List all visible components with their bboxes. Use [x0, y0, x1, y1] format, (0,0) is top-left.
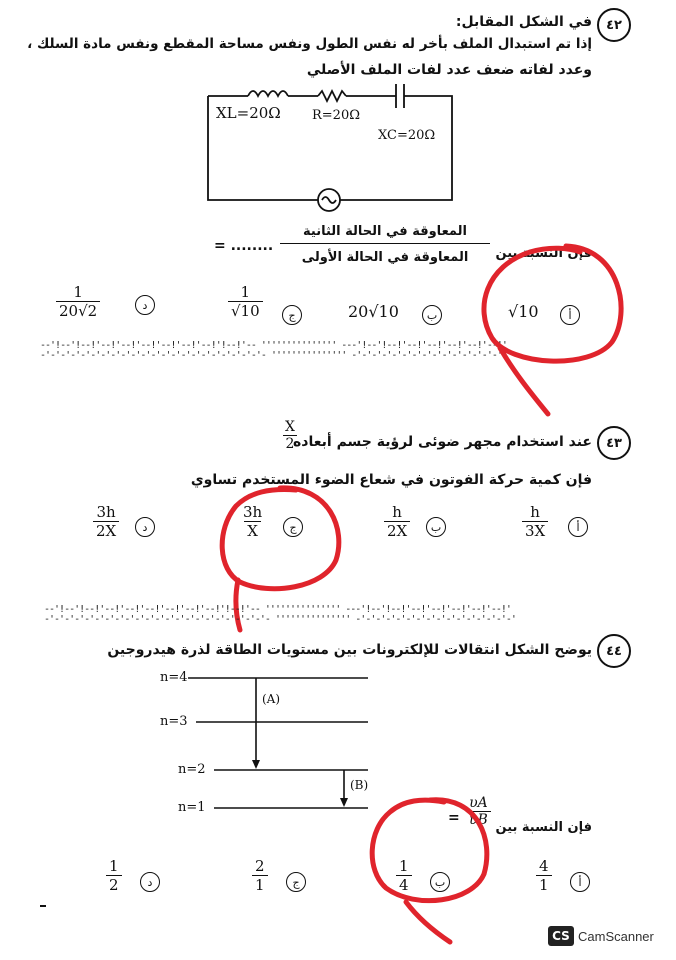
q44-option-c-value[interactable]: [252, 858, 268, 893]
q44-option-a-num: 4: [539, 857, 549, 875]
q44-option-d-den: 2: [106, 875, 122, 894]
level-label-n2: n=2: [178, 762, 206, 777]
q43-option-a-marker[interactable]: أ: [568, 517, 588, 537]
q44-option-d-marker[interactable]: د: [140, 872, 160, 892]
level-label-n3: n=3: [160, 714, 188, 729]
separator-2-top: --'!--'!--!'--!'--!'--!'--!'--!'--!'!--!'-- ''''''''''''''' ---'!--'!--!'--!'--!'--!'--!'--!': [44, 604, 511, 615]
q43-option-d-marker[interactable]: د: [135, 517, 155, 537]
resistor-icon: [318, 91, 346, 101]
q43-option-d-value[interactable]: [93, 504, 119, 539]
edge-mark: [40, 905, 46, 907]
transition-a-label: (A): [262, 692, 281, 706]
q43-option-c-marker[interactable]: ج: [283, 517, 303, 537]
q43-line1: عند استخدام مجهر ضوئى لرؤية جسم أبعاده: [293, 434, 592, 450]
q43-option-a-den: 3X: [522, 521, 548, 540]
q42-option-a-marker[interactable]: أ: [560, 305, 580, 325]
q43-line2: فإن كمية حركة الفوتون في شعاع الضوء المستخدم تساوي: [190, 472, 592, 488]
q44-option-c-den: 1: [252, 875, 268, 894]
red-marker-circle-q44: [360, 790, 510, 950]
capacitive-reactance-label: XC=20Ω: [378, 128, 436, 143]
q43-option-d-num: 3h: [96, 503, 116, 521]
q43-option-a-value[interactable]: [522, 504, 548, 539]
q44-option-b-num: 1: [399, 857, 409, 875]
q43-option-d-den: 2X: [93, 521, 119, 540]
q43-dim-num: X: [285, 419, 295, 435]
q42-ratio-fraction: [280, 224, 490, 265]
question-42-number: ٤٢: [597, 8, 631, 42]
q43-option-a-num: h: [530, 503, 540, 521]
separator-2-bottom: -'-'-'-'-'-'-'-'-'-'-'-'-'-'-'-'-'-'-'-'-'-'- ''''''''''''''' -'-'-'-'-'-'-'-'-'-'-'-'-'-'-'-': [44, 614, 516, 625]
camscanner-name: CamScanner: [578, 929, 654, 944]
q42-option-b-value[interactable]: 20√10: [348, 302, 399, 321]
q42-option-c-num: 1: [240, 283, 251, 301]
q44-option-c-marker[interactable]: ج: [286, 872, 306, 892]
transition-b-label: (B): [350, 778, 369, 792]
q43-dim-den: 2: [283, 435, 298, 452]
question-43-number: ٤٣: [597, 426, 631, 460]
q44-ratio-den: υB: [466, 811, 491, 828]
level-label-n4: n=4: [160, 670, 188, 685]
q42-option-b-marker[interactable]: ب: [422, 305, 442, 325]
q43-option-c-num: 3h: [243, 503, 263, 521]
question-44-number: ٤٤: [597, 634, 631, 668]
q44-ratio-equals: =: [448, 810, 460, 826]
q44-line1: يوضح الشكل انتقالات للإلكترونات بين مستويات الطاقة لذرة هيدروجين: [107, 642, 592, 658]
q44-ratio-prefix: فإن النسبة بين: [495, 820, 592, 835]
q43-option-b-value[interactable]: [384, 504, 410, 539]
camscanner-logo: CS: [548, 926, 574, 946]
q42-option-d-marker[interactable]: د: [135, 295, 155, 315]
q42-option-c-den: √10: [228, 301, 263, 320]
q43-dimension-fraction: [282, 420, 298, 453]
q42-option-a-value[interactable]: √10: [508, 302, 539, 321]
separator-1-bottom: -'-'-'-'-'-'-'-'-'-'-'-'-'-'-'-'-'-'-'-'-'-'- ''''''''''''''' -'-'-'-'-'-'-'-'-'-'-'-'-'-'-'-': [40, 350, 512, 361]
q44-option-c-num: 2: [255, 857, 265, 875]
q44-option-d-num: 1: [109, 857, 119, 875]
q44-option-a-value[interactable]: [536, 858, 552, 893]
q42-option-d-value[interactable]: [56, 284, 100, 319]
resistance-label: R=20Ω: [312, 108, 361, 123]
rlc-circuit-diagram: [200, 82, 460, 214]
separator-1-top: --'!--'!--!'--!'--!'--!'--!'--!'--!'!--!'-- ''''''''''''''' ---'!--'!--!'--!'--!'--!'--!'--!': [40, 340, 507, 351]
capacitor-icon: [396, 84, 404, 108]
q42-line1: في الشكل المقابل:: [455, 14, 592, 30]
inductor-coil-icon: [248, 91, 288, 96]
q42-ratio-numerator: المعاوقة في الحالة الثانية: [303, 224, 467, 239]
red-marker-circle-q42: [470, 242, 640, 422]
q44-option-a-marker[interactable]: أ: [570, 872, 590, 892]
q42-ratio-equals: = ........: [214, 238, 274, 254]
q42-line3: وعدد لفاته ضعف عدد لفات الملف الأصلي: [306, 62, 592, 78]
q42-option-d-den: 20√2: [56, 301, 100, 320]
q44-option-b-den: 4: [396, 875, 412, 894]
q42-option-c-value[interactable]: [228, 284, 263, 319]
level-label-n1: n=1: [178, 800, 206, 815]
q43-option-b-num: h: [392, 503, 402, 521]
q44-option-d-value[interactable]: [106, 858, 122, 893]
q42-line2: إذا تم استبدال الملف بأخر له نفس الطول ونفس مساحة المقطع ونفس مادة السلك ،: [27, 36, 592, 52]
inductive-reactance-label: XL=20Ω: [216, 104, 281, 122]
q42-ratio-denominator: المعاوقة في الحالة الأولى: [280, 243, 490, 265]
q42-option-d-num: 1: [73, 283, 83, 301]
q43-option-b-marker[interactable]: ب: [426, 517, 446, 537]
q43-option-c-den: X: [244, 521, 261, 540]
q44-option-a-den: 1: [536, 875, 552, 894]
q43-option-b-den: 2X: [384, 521, 410, 540]
q44-option-b-marker[interactable]: ب: [430, 872, 450, 892]
q42-ratio-prefix: فإن النسبة بين: [495, 246, 592, 261]
q42-option-c-marker[interactable]: ج: [282, 305, 302, 325]
q44-ratio-num: υA: [469, 795, 488, 811]
